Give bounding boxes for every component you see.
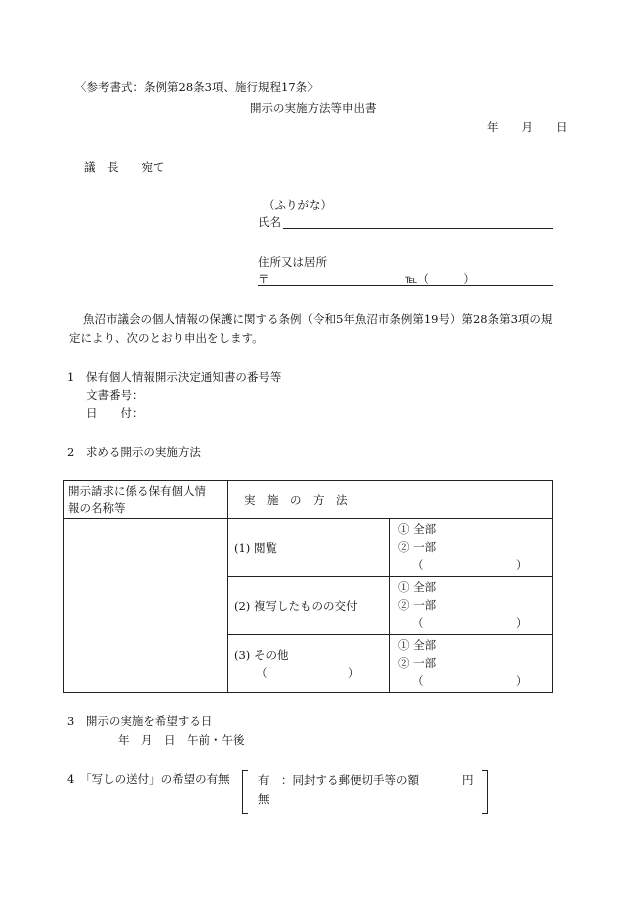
method-label: (3) その他 [234, 647, 289, 662]
bracket-left [242, 770, 248, 814]
option-all[interactable]: ① 全部 [398, 638, 437, 652]
intro-line-2: 定により、次のとおり申出をします。 [69, 331, 264, 345]
header-right-label: 実 施 の 方 法 [244, 492, 348, 507]
option-partial[interactable]: ② 一部 [398, 656, 437, 670]
doc-number-label: 文書番号： [86, 388, 144, 402]
method-cell-2 [228, 577, 390, 635]
bracket-right [482, 770, 488, 814]
paren-close: ） [516, 616, 528, 630]
disclosure-method-table [63, 480, 553, 693]
preferred-date-value[interactable]: 年 月 日 午前・午後 [118, 733, 245, 747]
option-no[interactable]: 無 [258, 792, 270, 806]
paren-open: （ [412, 558, 424, 572]
intro-line-1: 魚沼市議会の個人情報の保護に関する条例（令和5年魚沼市条例第19号）第28条第3項の規 [83, 312, 553, 326]
section3-heading: 3 開示の実施を希望する日 [67, 714, 213, 728]
postal-mark: 〒 [258, 272, 270, 286]
section1-heading: 1 保有個人情報開示決定通知書の番号等 [67, 370, 282, 384]
reference-note: 〈参考書式：条例第28条3項、施行規程17条〉 [75, 80, 319, 94]
tel-label: ℡（ ） [405, 272, 475, 286]
info-name-cell[interactable] [64, 519, 228, 693]
paren-close: ） [516, 674, 528, 688]
paren-close: ） [516, 558, 528, 572]
section4-heading: 4 「写しの送付」の希望の有無 [67, 772, 230, 786]
table-header-info-name [64, 481, 228, 519]
address-field[interactable] [258, 285, 553, 286]
option-partial[interactable]: ② 一部 [398, 598, 437, 612]
option-all[interactable]: ① 全部 [398, 522, 437, 536]
other-method-paren[interactable]: （ ） [256, 665, 360, 680]
furigana-label: （ふりがな） [263, 198, 332, 212]
paren-open: （ [412, 616, 424, 630]
option-all[interactable]: ① 全部 [398, 580, 437, 594]
header-left-line1: 開示請求に係る保有個人情 [68, 483, 206, 498]
scope-cell-3 [390, 635, 553, 693]
method-label: (1) 閲覧 [234, 540, 277, 555]
scope-cell-1 [390, 519, 553, 577]
option-partial[interactable]: ② 一部 [398, 540, 437, 554]
document-title: 開示の実施方法等申出書 [250, 101, 377, 115]
date-line: 年 月 日 [487, 120, 568, 134]
method-cell-3 [228, 635, 390, 693]
method-cell-1 [228, 519, 390, 577]
yen-unit: 円 [462, 773, 474, 787]
option-yes-postage[interactable]: 有 ：同封する郵便切手等の額 [258, 773, 419, 787]
section2-heading: 2 求める開示の実施方法 [67, 445, 201, 459]
table-header-method [228, 481, 553, 519]
name-label: 氏名 [258, 215, 281, 229]
notice-date-label: 日 付： [86, 406, 144, 420]
method-label: (2) 複写したものの交付 [234, 598, 358, 613]
addressee: 議 長 宛て [84, 160, 165, 174]
scope-cell-2 [390, 577, 553, 635]
name-field[interactable] [283, 228, 553, 229]
header-left-line2: 報の名称等 [68, 500, 126, 515]
address-label: 住所又は居所 [258, 255, 327, 269]
paren-open: （ [412, 674, 424, 688]
